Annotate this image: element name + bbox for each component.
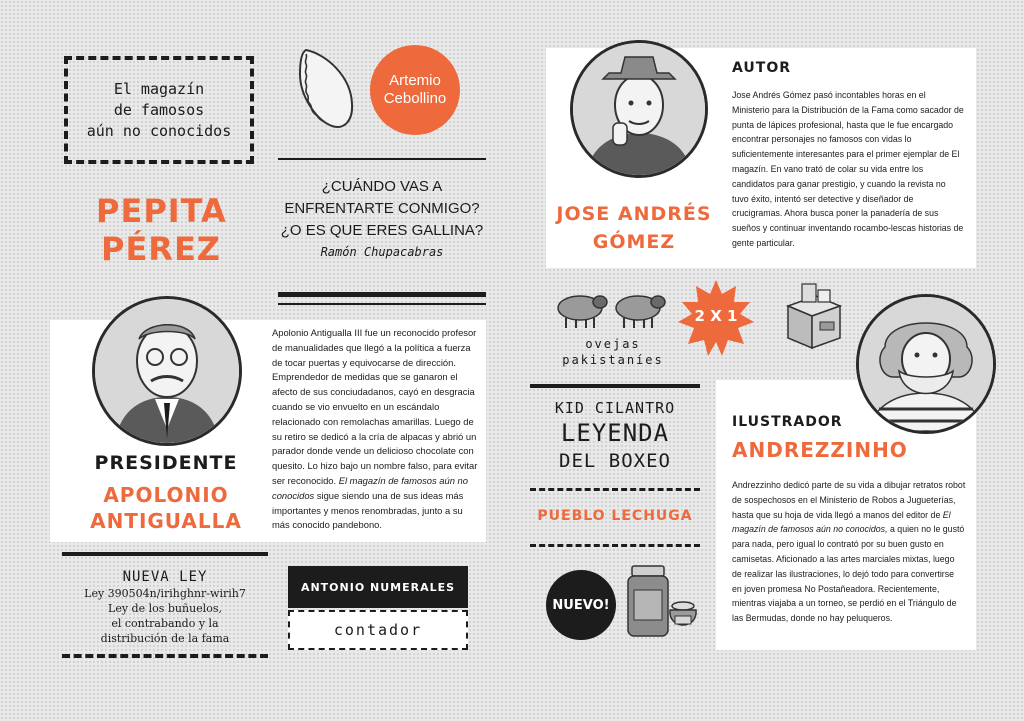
pueblo-dash-rule [530,544,700,547]
ovejas-line-1: ovejas [585,337,641,351]
quote-bottom-rule-2 [278,303,486,305]
pepita-title [96,192,226,268]
presidente-drawing [95,299,239,443]
antonio-header [288,566,468,608]
sheep-icon [552,290,608,330]
autor-name-line-2: GÓMEZ [592,231,676,253]
presidente-portrait [92,296,242,446]
ley-bottom-rule [62,654,268,658]
artemio-line-1: Artemio [389,72,441,89]
presidente-name-line-2: ANTIGUALLA [90,509,242,533]
ley-top-rule [62,552,268,556]
kid-block [530,398,700,474]
kid-line-1: KID CILANTRO [554,399,676,417]
ley-title: NUEVA LEY [122,569,208,585]
ley-line-4: distribución de la fama [100,632,230,645]
artemio-badge [370,45,460,135]
kid-top-rule [530,384,700,388]
kid-dash-rule [530,488,700,491]
quote-block [278,176,486,262]
presidente-name-line-1: APOLONIO [103,483,229,507]
sheep-icon-2 [610,290,666,330]
ley-line-1: Ley 390504n/irihghnr-wirih7 [84,587,246,600]
ovejas-line-2: pakistaníes [562,353,664,367]
empanada-icon [296,46,360,132]
jar-icon [626,564,670,640]
presidente-bio-italic: El magazín de famosos aún no conocidos [272,474,468,501]
presidente-bio [272,326,480,533]
ilustrador-bio [732,478,966,626]
ley-line-2: Ley de los buñuelos, [108,602,222,615]
ilustrador-name: ANDREZZINHO [732,438,908,462]
promo-text: 2 X 1 [694,307,738,325]
quote-top-rule [278,158,486,160]
ley-line-3: el contrabando y la [111,617,219,630]
tagline-line-1: El magazín [113,79,205,98]
pot-icon [666,600,700,638]
tagline-box [64,56,254,164]
ley-block [62,568,268,646]
ilustrador-bio-italic: El magazín de famosos aún no conocidos, [732,509,951,535]
ilustrador-drawing [859,297,993,431]
presidente-bio-text: Apolonio Antigualla III fue un reconocido profesor de manualidades que llegó a la política a fuerza de tocar puertas y equivocarse de dirección. Emprendedor de medidas que se ganaron el afecto de sus conciudadanos, cayó en desgracia cuando se vio envuelto en un escándalo relacionado con remolachas amarillas. Luego de su retiro se dedicó a la cría de alpacas y abrió un parador donde vende un delicioso chocolate con quesito. Lo hizo bajo un nombre falso, para evitar ser reconocido. [272,327,478,486]
ilustrador-portrait [856,294,996,434]
autor-drawing [573,43,705,175]
quote-bottom-rule-1 [278,292,486,297]
nuevo-badge [546,570,616,640]
ilustrador-bio-text: Andrezzinho dedicó parte de su vida a dibujar retratos robot de sospechosos en el Ministerio de Robos a Jugueterías, hasta que su hoja de vida llegó a manos del editor de [732,480,966,520]
box-icon [782,282,846,352]
quote-author: Ramón Chupacabras [320,245,444,259]
quote-line-2: ENFRENTARTE CONMIGO? [284,200,480,217]
ilustrador-label: ILUSTRADOR [732,414,843,430]
promo-starburst [678,280,754,356]
autor-name [554,200,714,256]
nuevo-text: NUEVO! [552,597,610,613]
presidente-bio-end: sigue siendo una de sus ideas más importantes y menos renombradas, junto a su más conocido pandebono. [272,489,464,531]
autor-bio: Jose Andrés Gómez pasó incontables horas en el Ministerio para la Distribución de la Fama como sacador de punta de lápices profesional, hasta que le fue encargado encontrar personajes no famosos con vidas lo suficientemente interesantes para el primer ejemplar de El magazín. En vano trató de colar su vida entre los candidatos para ganar prestigio, y cuando la revista no tuvo éxito, intentó ser detective y diseñador de crucigramas. Ahora busca poner la panadería de sus sueños y continuar inventando rocambo-lescas historias de gente particular. [732,90,964,248]
quote-line-1: ¿CUÁNDO VAS A [321,178,443,195]
quote-line-3: ¿O ES QUE ERES GALLINA? [280,222,484,239]
pepita-line-2: PÉREZ [100,230,221,268]
antonio-role-box [288,610,468,650]
tagline-line-2: de famosos [113,100,205,119]
kid-line-2: LEYENDA [560,419,670,447]
kid-line-3: DEL BOXEO [559,450,671,472]
presidente-name [76,482,256,534]
pueblo-label: PUEBLO LECHUGA [537,508,693,524]
antonio-name: ANTONIO NUMERALES [300,580,456,594]
tagline-line-3: aún no conocidos [86,121,232,140]
autor-label: AUTOR [732,60,792,76]
artemio-line-2: Cebollino [383,90,447,107]
autor-portrait [570,40,708,178]
presidente-label: PRESIDENTE [94,452,238,474]
antonio-role: contador [333,621,423,639]
autor-name-line-1: JOSE ANDRÉS [556,203,712,225]
ovejas-caption [548,336,678,368]
ilustrador-bio-end: a quien no le gustó para nada, pero igual lo contrató por su buen gusto en camisetas. Aficionado a las artes marciales mixtas, luego de realizar las ilustraciones, lo dejó todo para convertirse en joven promesa No Postañeadora. Recientemente, mientras viajaba a un torneo, se perdió en el Triángulo de las Bermudas, donde no hay peluqueros. [732,524,965,624]
pepita-line-1: PEPITA [96,192,227,230]
